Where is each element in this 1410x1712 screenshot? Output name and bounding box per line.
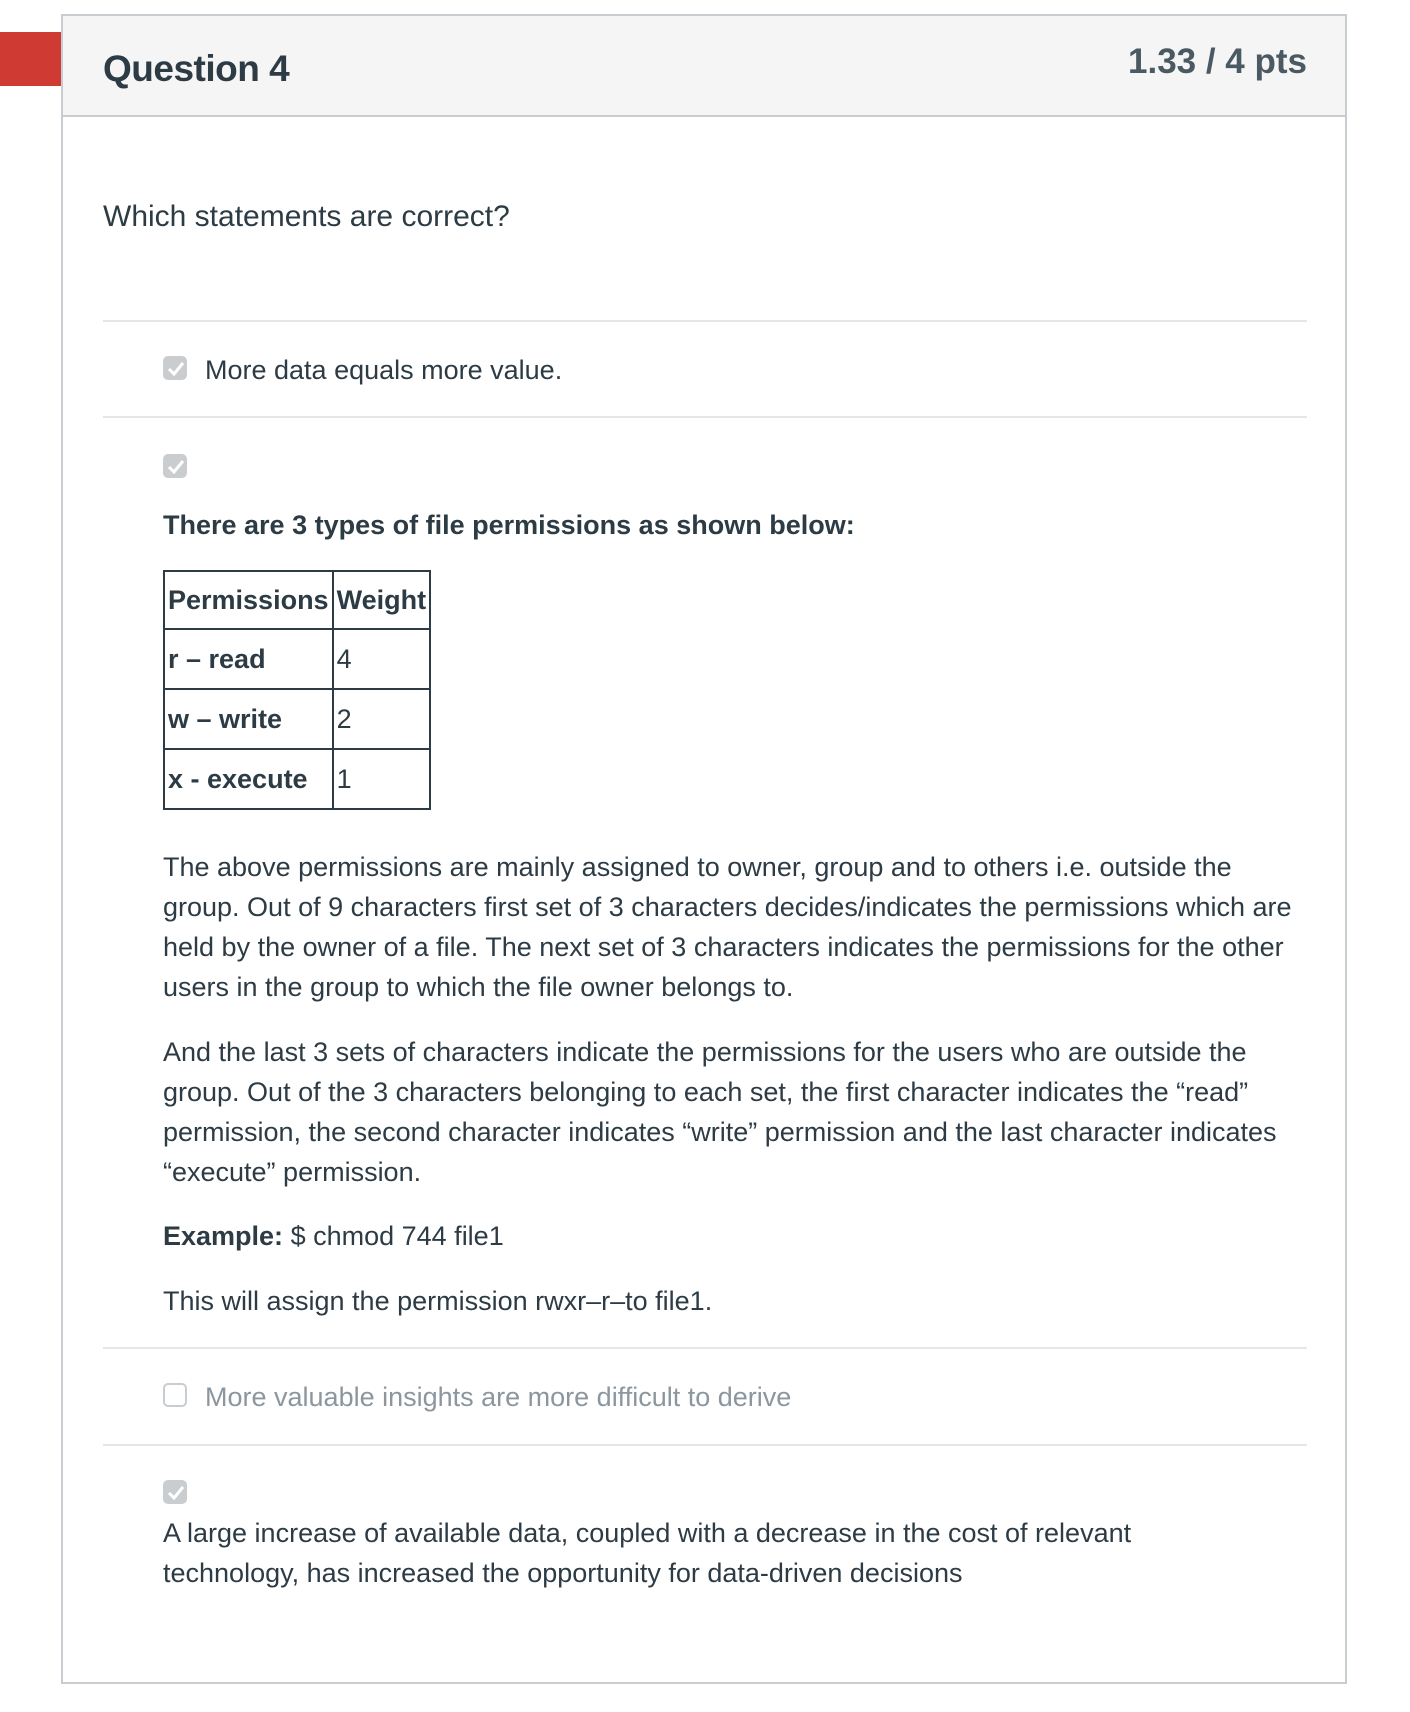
answer-1-checkbox[interactable] — [163, 356, 187, 380]
table-header: Weight — [333, 571, 431, 629]
question-title: Question 4 — [103, 48, 290, 89]
table-header-row — [164, 571, 430, 629]
answer-divider — [103, 320, 1307, 322]
explanation-paragraph-2: And the last 3 sets of characters indicate the permissions for the users who are outside the group. Out of the 3 characters belonging to each set, the first character indicates the “read” permission, the second character indicates “write” permission and the last character indicates “execute” permission. — [163, 1037, 1277, 1187]
table-cell: x - execute — [164, 749, 333, 809]
table-cell: 4 — [333, 629, 431, 689]
answer-divider — [103, 416, 1307, 418]
table-cell: 2 — [333, 689, 431, 749]
question-prompt: Which statements are correct? — [103, 200, 510, 233]
table-cell: 1 — [333, 749, 431, 809]
example-line — [163, 1216, 1313, 1256]
answer-3-checkbox[interactable] — [163, 1383, 187, 1407]
table-cell: r – read — [164, 629, 333, 689]
table-cell: w – write — [164, 689, 333, 749]
example-result: This will assign the permission rwxr–r–to file1. — [163, 1286, 713, 1316]
permissions-heading: There are 3 types of file permissions as shown below: — [163, 510, 855, 540]
table-row — [164, 629, 430, 689]
example-command: $ chmod 744 file1 — [290, 1221, 504, 1251]
permissions-table — [163, 570, 431, 810]
answer-1-label: More data equals more value. — [205, 355, 563, 385]
checkmark-icon — [167, 361, 185, 377]
answer-3-label: More valuable insights are more difficult to derive — [205, 1382, 792, 1412]
table-row — [164, 749, 430, 809]
answer-divider — [103, 1347, 1307, 1349]
answer-divider — [103, 1444, 1307, 1446]
question-points: 1.33 / 4 pts — [1128, 42, 1307, 81]
example-label: Example: — [163, 1221, 284, 1251]
table-header: Permissions — [164, 571, 333, 629]
checkmark-icon — [167, 1485, 185, 1501]
answer-4-checkbox[interactable] — [163, 1480, 187, 1504]
question-header — [63, 16, 1345, 117]
table-row — [164, 689, 430, 749]
explanation-paragraph-1: The above permissions are mainly assigned to owner, group and to others i.e. outside the group. Out of 9 characters first set of 3 characters decides/indicates the permissions which are held by the owner of a file. The next set of 3 characters indicates the permissions for the other users in the group to which the file owner belongs to. — [163, 852, 1292, 1002]
answer-4-label: A large increase of available data, coupled with a decrease in the cost of relevant technology, has increased the opportunity for data-driven decisions — [163, 1518, 1132, 1588]
answer-2-checkbox[interactable] — [163, 454, 187, 478]
checkmark-icon — [167, 459, 185, 475]
